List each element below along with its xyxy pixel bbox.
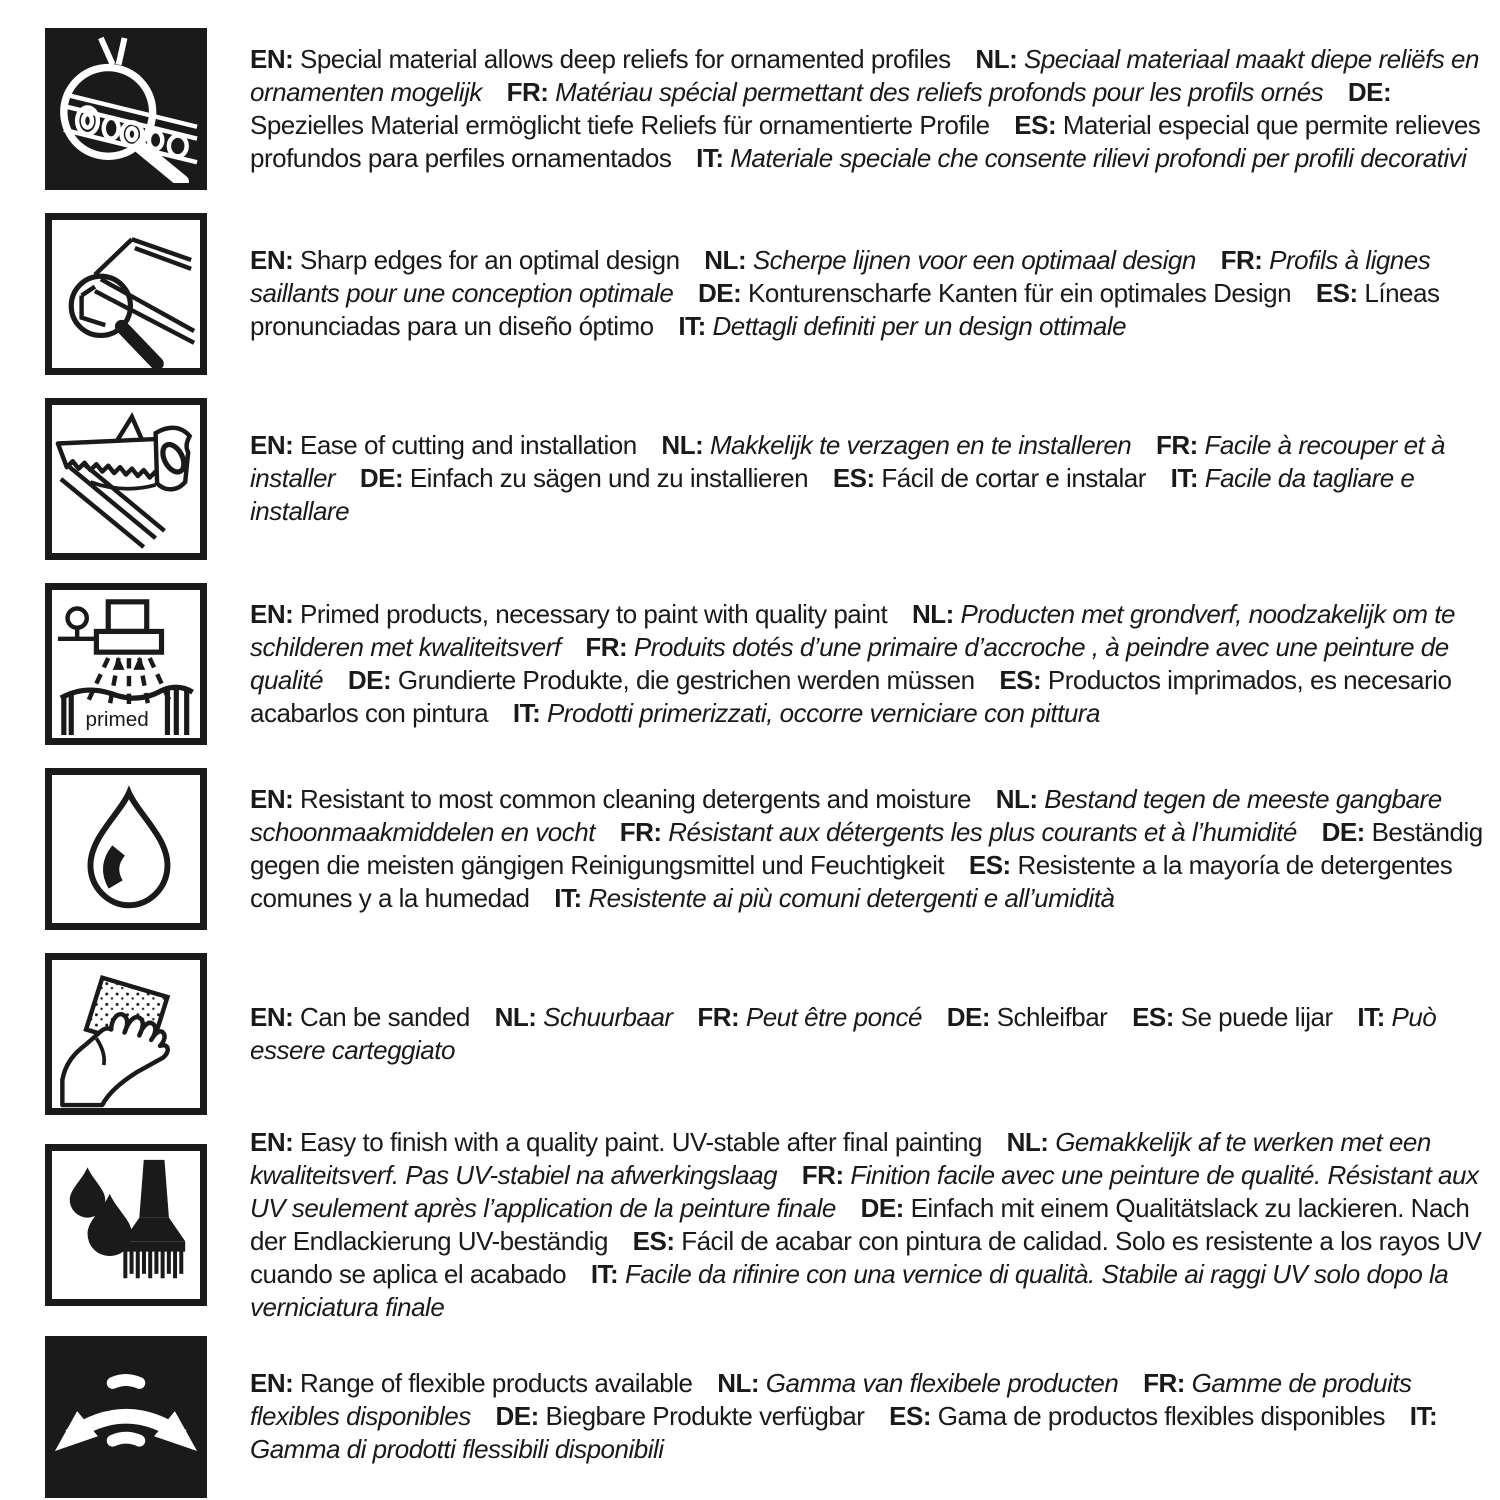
lang-label: IT: — [590, 1259, 619, 1289]
feature-sentence: Gamma di prodotti flessibili disponibili — [250, 1434, 664, 1464]
feature-text-deep-reliefs-fr — [507, 77, 1324, 107]
feature-text-easy-cutting-es — [833, 463, 1146, 493]
lang-label: FR: — [1220, 245, 1263, 275]
lang-label: ES: — [1014, 109, 1057, 140]
feature-text-sharp-edges-de — [698, 278, 1291, 308]
feature-text-moisture-resistant-fr — [620, 817, 1297, 847]
feature-text — [250, 1367, 1485, 1466]
feature-text-paintable-en — [250, 1127, 982, 1157]
primer-spray-icon — [52, 590, 200, 738]
feature-row-primed — [45, 571, 1490, 756]
ornament-profile-magnifier-icon — [52, 35, 200, 183]
lang-label: ES: — [889, 1401, 931, 1431]
icon-column — [45, 28, 250, 190]
lang-label: ES: — [968, 849, 1011, 880]
feature-sentence: Bestand tegen de meeste gangbare schoonmaakmiddelen en vocht — [250, 783, 1442, 847]
lang-label: IT: — [1170, 463, 1198, 493]
feature-text-flexible-de — [495, 1401, 864, 1431]
icon-box — [45, 1336, 207, 1498]
feature-text-sandable-es — [1132, 1002, 1333, 1032]
feature-sentence: Dettagli definiti per un design ottimale — [705, 311, 1127, 341]
lang-label: ES: — [1315, 278, 1358, 308]
feature-sentence: Finition facile avec une peinture de qualité. Résistant aux UV seulement après l’application de la peinture finale — [250, 1160, 1479, 1223]
lang-label: DE: — [698, 278, 742, 308]
feature-sentence: Facile da tagliare e installare — [250, 463, 1415, 526]
lang-label: EN: — [250, 430, 294, 460]
feature-sentence: Spezielles Material ermöglicht tiefe Reliefs für ornamentierte Profile — [250, 109, 990, 140]
feature-text-moisture-resistant-en — [250, 784, 971, 814]
feature-sentence: Produits dotés d’une primaire d’accroche , à peindre avec une peinture de qualité — [250, 631, 1449, 695]
feature-text-easy-cutting-de — [360, 463, 808, 493]
primed-label: primed — [85, 707, 149, 731]
lang-label: IT: — [1409, 1401, 1438, 1431]
lang-label: ES: — [1132, 1001, 1174, 1032]
feature-row-flexible — [45, 1324, 1490, 1500]
lang-label: NL: — [704, 245, 747, 275]
lang-label: DE: — [359, 463, 404, 493]
feature-sentence: Special material allows deep reliefs for ornamented profiles — [293, 43, 951, 74]
handsaw-icon — [52, 405, 200, 553]
lang-label: FR: — [506, 76, 549, 107]
lang-label: NL: — [661, 430, 704, 460]
feature-sentence: Facile da rifinire con una vernice di qualità. Stabile ai raggi UV solo dopo la verniciatura finale — [250, 1259, 1449, 1322]
feature-text — [250, 1126, 1485, 1324]
lang-label: IT: — [1357, 1001, 1385, 1032]
feature-sentence: Resistant to most common cleaning detergents and moisture — [293, 783, 971, 814]
lang-label: ES: — [632, 1226, 675, 1256]
feature-sentence: Primed products, necessary to paint with quality paint — [293, 598, 888, 629]
lang-label: NL: — [995, 783, 1038, 814]
feature-sentence: Matériau spécial permettant des reliefs profonds pour les profils ornés — [548, 76, 1324, 107]
feature-sentence: Einfach zu sägen und zu installieren — [403, 463, 809, 493]
icon-column — [45, 1336, 250, 1498]
lang-label: DE: — [1321, 816, 1365, 847]
feature-sentence: Beständig gegen die meisten gängigen Reinigungsmittel und Feuchtigkeit — [250, 816, 1483, 880]
feature-text-deep-reliefs-en — [250, 44, 951, 74]
feature-sentence: Range of flexible products available — [293, 1368, 693, 1398]
lang-label: DE: — [1347, 76, 1392, 107]
flex-bend-arrow-icon — [52, 1343, 200, 1491]
icon-column — [45, 1144, 250, 1306]
lang-label: DE: — [946, 1001, 990, 1032]
icon-box — [45, 398, 207, 560]
lang-label: NL: — [494, 1001, 537, 1032]
lang-label: FR: — [585, 631, 628, 662]
feature-text-sandable-fr — [697, 1002, 922, 1032]
lang-label: NL: — [975, 43, 1018, 74]
feature-sentence: Scherpe lijnen voor een optimaal design — [746, 245, 1196, 275]
lang-label: IT: — [696, 142, 724, 173]
feature-sentence: Productos imprimados, es necesario acabarlos con pintura — [250, 664, 1452, 728]
feature-sentence: Fácil de cortar e instalar — [874, 463, 1146, 493]
lang-label: ES: — [832, 463, 875, 493]
feature-text-deep-reliefs-it — [696, 143, 1466, 173]
feature-sentence: Materiale speciale che consente rilievi profondi per profili decorativi — [723, 142, 1467, 173]
feature-sentence: Résistant aux détergents les plus courants et à l’humidité — [661, 816, 1297, 847]
feature-sentence: Material especial que permite relieves profundos para perfiles ornamentados — [250, 109, 1481, 173]
feature-sentence: Resistente ai più comuni detergenti e all’umidità — [581, 882, 1115, 913]
lang-label: EN: — [250, 1001, 294, 1032]
feature-sentence: Producten met grondverf, noodzakelijk om te schilderen met kwaliteitsverf — [250, 598, 1455, 662]
lang-label: IT: — [554, 882, 582, 913]
feature-sentence: Può essere carteggiato — [250, 1001, 1437, 1065]
lang-label: ES: — [999, 664, 1042, 695]
feature-sentence: Easy to finish with a quality paint. UV-stable after final painting — [293, 1127, 982, 1157]
icon-column — [45, 768, 250, 930]
feature-row-sandable — [45, 941, 1490, 1126]
feature-sentence: Ease of cutting and installation — [293, 430, 637, 460]
feature-row-moisture-resistant — [45, 756, 1490, 941]
feature-sentence: Se puede lijar — [1173, 1001, 1333, 1032]
feature-sentence: Gamma van flexibele producten — [759, 1368, 1119, 1398]
icon-column — [45, 953, 250, 1115]
feature-text-flexible-en — [250, 1368, 692, 1398]
feature-sentence: Makkelijk te verzagen en te installeren — [703, 430, 1132, 460]
feature-sentence: Schuurbaar — [536, 1001, 673, 1032]
icon-column — [45, 583, 250, 745]
lang-label: EN: — [250, 43, 294, 74]
feature-sentence: Can be sanded — [293, 1001, 470, 1032]
lang-label: EN: — [250, 1368, 294, 1398]
feature-sentence: Sharp edges for an optimal design — [293, 245, 680, 275]
paint-brush-drops-icon — [52, 1151, 200, 1299]
feature-text-easy-cutting-en — [250, 430, 637, 460]
sanding-hand-icon — [52, 960, 200, 1108]
lang-label: DE: — [860, 1193, 904, 1223]
icon-column — [45, 398, 250, 560]
feature-text-flexible-es — [889, 1401, 1385, 1431]
feature-sentence: Grundierte Produkte, die gestrichen werden müssen — [391, 664, 975, 695]
feature-sentence: Einfach mit einem Qualitätslack zu lackieren. Nach der Endlackierung UV-beständig — [250, 1193, 1470, 1256]
feature-sentence: Prodotti primerizzati, occorre verniciare con pittura — [540, 697, 1100, 728]
lang-label: NL: — [1006, 1127, 1049, 1157]
icon-column — [45, 213, 250, 375]
lang-label: FR: — [697, 1001, 740, 1032]
feature-sentence: Peut être poncé — [739, 1001, 922, 1032]
feature-text-sandable-de — [947, 1002, 1108, 1032]
feature-text — [250, 244, 1485, 343]
feature-sentence: Biegbare Produkte verfügbar — [538, 1401, 865, 1431]
lang-label: NL: — [911, 598, 954, 629]
feature-text-sharp-edges-nl — [704, 245, 1196, 275]
feature-text-primed-en — [250, 599, 887, 629]
lang-label: IT: — [512, 697, 541, 728]
lang-label: FR: — [1156, 430, 1198, 460]
lang-label: FR: — [619, 816, 662, 847]
feature-text-sandable-en — [250, 1002, 470, 1032]
feature-sentence: Fácil de acabar con pintura de calidad. Solo es resistente a los rayos UV cuando se aplica el acabado — [250, 1226, 1482, 1289]
feature-sentence: Konturenscharfe Kanten für ein optimales Design — [741, 278, 1292, 308]
feature-text-flexible-nl — [717, 1368, 1118, 1398]
feature-text — [250, 43, 1485, 175]
feature-sentence: Líneas pronunciadas para un diseño óptimo — [250, 278, 1440, 341]
feature-sentence: Profils à lignes saillants pour une conception optimale — [250, 245, 1431, 308]
feature-row-paintable — [45, 1126, 1490, 1324]
icon-box — [45, 213, 207, 375]
lang-label: DE: — [347, 664, 392, 695]
lang-label: EN: — [250, 783, 294, 814]
icon-box — [45, 768, 207, 930]
sharp-edge-magnifier-icon — [52, 220, 200, 368]
icon-box — [45, 953, 207, 1115]
feature-sentence: Facile à recouper et à installer — [250, 430, 1446, 493]
lang-label: IT: — [678, 311, 706, 341]
feature-sentence: Gama de productos flexibles disponibles — [931, 1401, 1386, 1431]
feature-row-sharp-edges — [45, 201, 1490, 386]
feature-sentence: Resistente a la mayoría de detergentes comunes y a la humedad — [250, 849, 1453, 913]
icon-box — [45, 1144, 207, 1306]
feature-sentence: Gamme de produits flexibles disponibles — [250, 1368, 1412, 1431]
lang-label: DE: — [495, 1401, 539, 1431]
feature-text-easy-cutting-nl — [661, 430, 1131, 460]
feature-sentence: Schleifbar — [989, 1001, 1108, 1032]
feature-sentence: Gemakkelijk af te werken met een kwaliteitsverf. Pas UV-stabiel na afwerkingslaag — [250, 1127, 1431, 1190]
feature-text — [250, 1001, 1485, 1067]
feature-text-sandable-nl — [495, 1002, 673, 1032]
icon-box — [45, 28, 207, 190]
feature-row-deep-reliefs — [45, 16, 1490, 201]
feature-row-easy-cutting — [45, 386, 1490, 571]
lang-label: FR: — [1143, 1368, 1185, 1398]
lang-label: FR: — [801, 1160, 844, 1190]
lang-label: NL: — [717, 1368, 760, 1398]
feature-sentence: Speciaal materiaal maakt diepe reliëfs en ornamenten mogelijk — [250, 43, 1479, 107]
feature-text-moisture-resistant-it — [554, 883, 1114, 913]
lang-label: EN: — [250, 598, 294, 629]
feature-text-sharp-edges-it — [678, 311, 1126, 341]
lang-label: EN: — [250, 1127, 294, 1157]
icon-box — [45, 583, 207, 745]
water-droplet-icon — [52, 775, 200, 923]
feature-text-sharp-edges-en — [250, 245, 680, 275]
feature-text — [250, 598, 1485, 730]
lang-label: EN: — [250, 245, 294, 275]
feature-text-primed-it — [513, 698, 1100, 728]
feature-text-primed-de — [348, 665, 975, 695]
feature-text — [250, 429, 1485, 528]
feature-text — [250, 783, 1485, 915]
